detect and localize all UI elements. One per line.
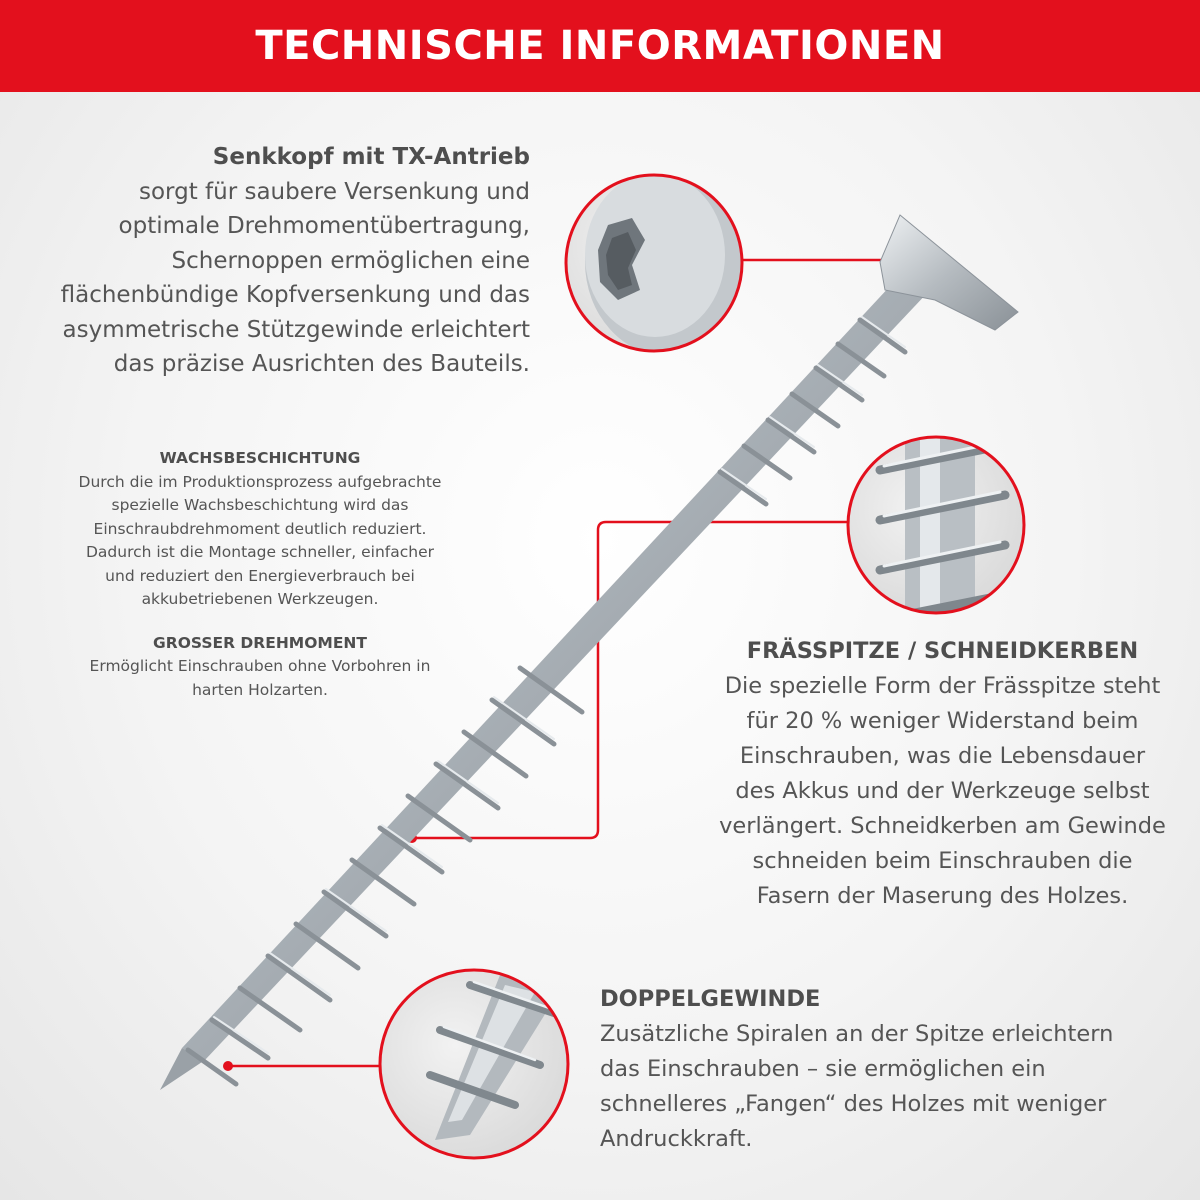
senkkopf-line: das präzise Ausrichten des Bauteils. bbox=[113, 351, 530, 377]
coating-torque-column bbox=[40, 447, 480, 702]
fraes-line: verlängert. Schneidkerben am Gewinde bbox=[719, 813, 1166, 839]
wachs-title: WACHSBESCHICHTUNG bbox=[159, 449, 361, 467]
senkkopf-title: Senkkopf mit TX-Antrieb bbox=[212, 144, 530, 170]
doppel-line: Andruckkraft. bbox=[600, 1126, 753, 1152]
fraesspitze-description bbox=[700, 634, 1185, 914]
fraes-line: schneiden beim Einschrauben die bbox=[752, 848, 1133, 874]
fraes-line: Einschrauben, was die Lebensdauer bbox=[739, 743, 1146, 769]
drehmoment-title: GROSSER DREHMOMENT bbox=[153, 633, 367, 652]
senkkopf-line: sorgt für saubere Versenkung und bbox=[139, 178, 530, 205]
senkkopf-description bbox=[20, 140, 530, 382]
wachs-line: Einschraubdrehmoment deutlich reduziert. bbox=[93, 519, 427, 538]
senkkopf-line: asymmetrische Stützgewinde erleichtert bbox=[62, 316, 530, 343]
wachs-line: und reduziert den Energieverbrauch bei bbox=[105, 566, 415, 585]
fraes-line: für 20 % weniger Widerstand beim bbox=[746, 708, 1139, 734]
fraes-line: Fasern der Maserung des Holzes. bbox=[756, 883, 1129, 909]
fraes-line: Die spezielle Form der Frässpitze steht bbox=[724, 673, 1161, 699]
wachs-line: Dadurch ist die Montage schneller, einfacher bbox=[86, 543, 434, 561]
drehmoment-line: harten Holzarten. bbox=[192, 680, 328, 699]
screw-head-detail bbox=[566, 167, 755, 357]
doppel-line: schnelleres „Fangen“ des Holzes mit weniger bbox=[600, 1091, 1107, 1117]
page-title: TECHNISCHE INFORMATIONEN bbox=[255, 23, 945, 69]
wachs-line: Durch die im Produktionsprozess aufgebrachte bbox=[78, 472, 442, 491]
double-thread-detail bbox=[380, 970, 568, 1158]
fraes-line: des Akkus und der Werkzeuge selbst bbox=[735, 778, 1150, 804]
milling-tip-detail bbox=[848, 420, 1024, 640]
doppel-title: DOPPELGEWINDE bbox=[600, 986, 821, 1012]
doppel-line: das Einschrauben – sie ermöglichen ein bbox=[600, 1056, 1046, 1082]
doppelgewinde-description bbox=[600, 982, 1190, 1157]
drehmoment-line: Ermöglicht Einschrauben ohne Vorbohren in bbox=[89, 657, 431, 675]
doppel-line: Zusätzliche Spiralen an der Spitze erleichtern bbox=[600, 1021, 1114, 1047]
wachs-line: akkubetriebenen Werkzeugen. bbox=[141, 590, 379, 608]
senkkopf-line: flächenbündige Kopfversenkung und das bbox=[60, 282, 530, 308]
senkkopf-line: Schernoppen ermöglichen eine bbox=[171, 247, 530, 274]
senkkopf-line: optimale Drehmomentübertragung, bbox=[118, 213, 530, 239]
fraes-title: FRÄSSPITZE / SCHNEIDKERBEN bbox=[746, 638, 1139, 664]
wachs-line: spezielle Wachsbeschichtung wird das bbox=[111, 496, 409, 514]
